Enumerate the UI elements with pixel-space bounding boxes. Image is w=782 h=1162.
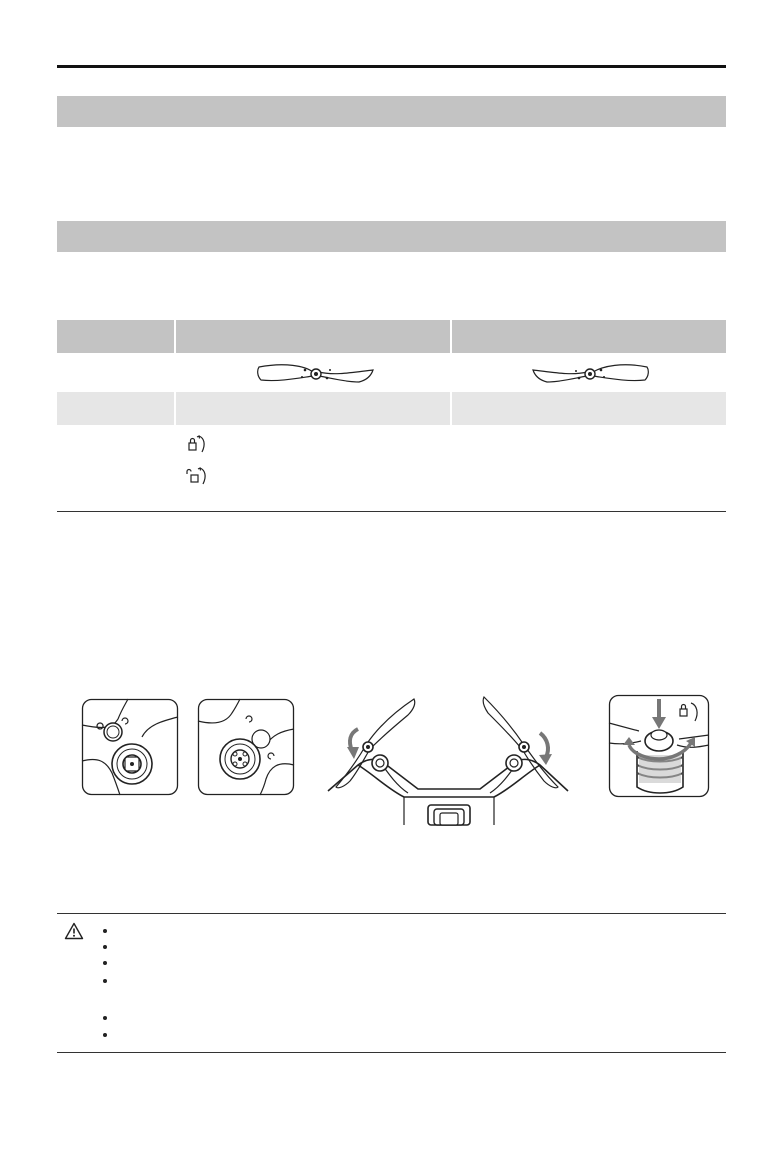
- note-bullet: [103, 979, 107, 983]
- note-bullet: [103, 1016, 107, 1020]
- column-divider: [450, 392, 452, 425]
- table-bottom-rule: [57, 511, 726, 512]
- note-bullet: [103, 961, 107, 965]
- notes-bottom-rule: [57, 1052, 726, 1053]
- warning-icon: [64, 922, 84, 940]
- lock-icon: [187, 434, 209, 456]
- unlock-icon: [185, 466, 209, 488]
- note-bullet: [103, 1033, 107, 1037]
- note-bullet: [103, 945, 107, 949]
- column-divider: [174, 320, 176, 353]
- propeller-illustration: [255, 360, 377, 388]
- column-divider: [174, 392, 176, 425]
- column-divider: [450, 320, 452, 353]
- propeller-illustration: [529, 360, 651, 388]
- note-bullet: [103, 929, 107, 933]
- motor-closeup-figure: [198, 699, 294, 795]
- table-header-row: [57, 320, 726, 353]
- motor-closeup-figure: [82, 699, 178, 795]
- aircraft-propeller-figure: [318, 693, 580, 825]
- table-row: [57, 392, 726, 425]
- header-rule: [57, 65, 726, 68]
- section-heading-band: [57, 221, 726, 252]
- press-and-lock-figure: [609, 695, 709, 797]
- section-heading-band: [57, 96, 726, 127]
- notes-top-rule: [57, 913, 726, 914]
